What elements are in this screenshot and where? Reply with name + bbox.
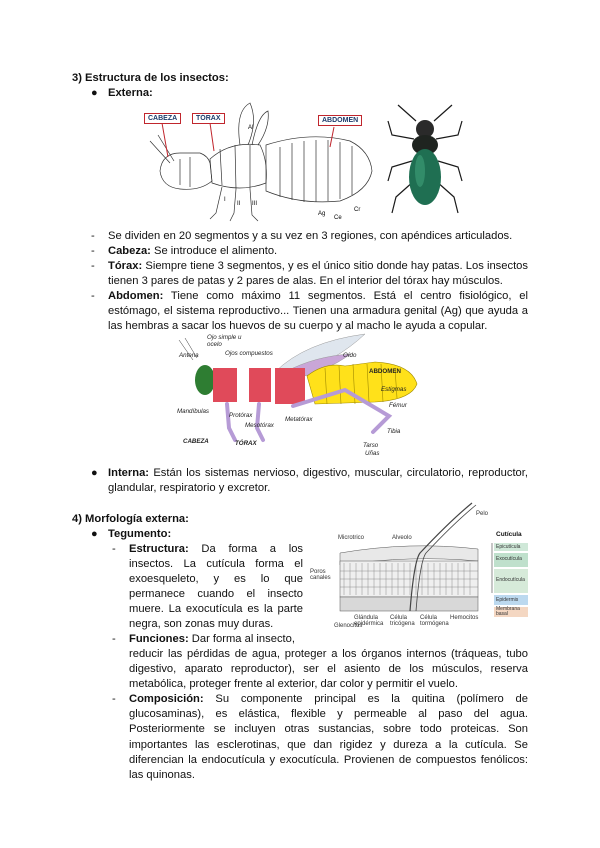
- estructura-line-6: negra, son zonas muy duras.: [129, 618, 274, 630]
- label-hemocitos: Hemocitos: [450, 615, 479, 621]
- legend-epidermis: Epidermis: [496, 597, 519, 603]
- legend-exocuticula: Exocutícula: [496, 556, 522, 562]
- dash-icon: -: [91, 230, 95, 242]
- section-4-heading: 4) Morfología externa:: [72, 513, 189, 525]
- label-glandula: Glándula epidérmica: [354, 615, 384, 627]
- label-antena: Antena: [179, 352, 199, 359]
- label-mandibulas: Mandíbulas: [177, 408, 209, 415]
- label-estigmas: Estigmas: [381, 386, 407, 393]
- estructura-line-4: permanece cuando el insecto: [129, 588, 303, 600]
- insect-segments-diagram: [140, 101, 380, 223]
- label-femur: Fémur: [389, 402, 407, 409]
- label-torax: TÓRAX: [235, 440, 257, 447]
- annotation-ag: Ag: [318, 211, 326, 217]
- label-microtrico: Microtrico: [338, 535, 365, 541]
- item-torax: Tórax: Siempre tiene 3 segmentos, y es el único sitio donde hay patas. Los insectos tienen 3 pares de patas y 2 pares de alas. En el interior del tórax hay músculos.: [108, 260, 528, 288]
- dash-icon: -: [112, 693, 116, 705]
- label-tarso: Tarso: [363, 442, 379, 449]
- funciones-line-1: Funciones: Dar forma al insecto,: [129, 633, 295, 645]
- grasshopper-diagram: [175, 332, 425, 460]
- annotation-i: I: [224, 197, 226, 203]
- estructura-line-3: exoesqueleto, y es lo que: [129, 573, 303, 585]
- label-celula-tricogena: Célula tricógena: [390, 615, 415, 627]
- label-ojos-compuestos: Ojos compuestos: [225, 350, 273, 357]
- label-pelo: Pelo: [476, 511, 489, 517]
- cuticle-title: Cutícula: [496, 531, 522, 538]
- composicion-paragraph: Composición: Su componente principal es la quitina (polímero de glucosaminas), es elástica, flexible y permeable al paso del agua. Posteriormente se incluyen otras sustancias, sobre todo proteicas. Son importantes las esclerotinas, que dan rigidez y dureza a la cutícula. Se diferencian la endocutícula y exocutícula. Provienen de compuestos fenólicos: las quinonas.: [129, 693, 528, 782]
- estructura-line-1: Estructura: Da forma a los: [129, 543, 304, 555]
- label-abdomen: ABDOMEN: [369, 368, 401, 375]
- dash-icon: -: [112, 543, 116, 555]
- legend-membrana-basal: Membrana basal: [496, 606, 520, 617]
- section-3-heading: 3) Estructura de los insectos:: [72, 72, 229, 84]
- annotation-iii: III: [252, 201, 258, 207]
- label-unas: Uñas: [365, 450, 380, 457]
- label-protorax: Protórax: [229, 412, 253, 419]
- label-glenocitos: Glenocitos: [334, 623, 363, 629]
- label-cabeza: CABEZA: [183, 438, 209, 445]
- dash-icon: -: [91, 290, 95, 302]
- legend-endocuticula: Endocutícula: [496, 577, 525, 583]
- label-ojo-simple: Ojo simple u ocelo: [207, 334, 242, 348]
- annotation-al: Al: [248, 125, 254, 131]
- label-poros-canales: Poros canales: [310, 569, 331, 581]
- dash-icon: -: [112, 633, 116, 645]
- dash-icon: -: [91, 260, 95, 272]
- item-abdomen: Abdomen: Tiene como máximo 11 segmentos. Está el centro fisiológico, el estómago, el sistema reproductivo... Tienen una armadura genital (Ag) que ayuda a las hembras a sacar los huevos de su cuerpo y al macho le ayuda a copular.: [108, 290, 528, 333]
- annotation-ce: Ce: [334, 215, 342, 221]
- cuticle-diagram: [310, 501, 530, 635]
- label-mesotorax: Mesotórax: [245, 422, 274, 429]
- bullet-icon: ●: [91, 528, 98, 540]
- tag-torax: TÓRAX: [192, 113, 225, 124]
- bullet-icon: ●: [91, 467, 98, 479]
- externa-heading: Externa:: [108, 87, 153, 99]
- bullet-icon: ●: [91, 87, 98, 99]
- label-metatorax: Metatórax: [285, 416, 313, 423]
- annotation-ii: II: [237, 201, 241, 207]
- dash-icon: -: [91, 245, 95, 257]
- label-alveolo: Alveolo: [392, 535, 412, 541]
- estructura-line-2: insectos. La cutícula forma el: [129, 558, 303, 570]
- interna-paragraph: Interna: Están los sistemas nervioso, digestivo, muscular, circulatorio, reproductor, glandular, respiratorio y excretor.: [108, 467, 528, 495]
- tag-abdomen: ABDOMEN: [318, 115, 362, 126]
- beetle-photo: [386, 101, 464, 223]
- label-tibia: Tibia: [387, 428, 401, 435]
- tag-cabeza: CABEZA: [144, 113, 181, 124]
- item-segments: Se dividen en 20 segmentos y a su vez en 3 regiones, con apéndices articulados.: [108, 230, 513, 242]
- legend-epicuticula: Epicutícula: [496, 544, 521, 550]
- estructura-line-5: muere. La exocutícula es la parte: [129, 603, 303, 615]
- funciones-rest: reducir las pérdidas de agua, proteger a los órganos internos (tráqueas, tubo digestivo, aparato reproductor), ser el asiento de los músculos, reserva metabólica, proteger frente al exterior, dar color y permitir el vuelo.: [129, 648, 528, 691]
- tegumento-heading: Tegumento:: [108, 528, 172, 540]
- label-celula-tormogena: Célula tormógena: [420, 615, 449, 627]
- item-cabeza: Cabeza: Se introduce el alimento.: [108, 245, 278, 257]
- label-oido: Oído: [343, 352, 357, 359]
- annotation-cr: Cr: [354, 207, 361, 213]
